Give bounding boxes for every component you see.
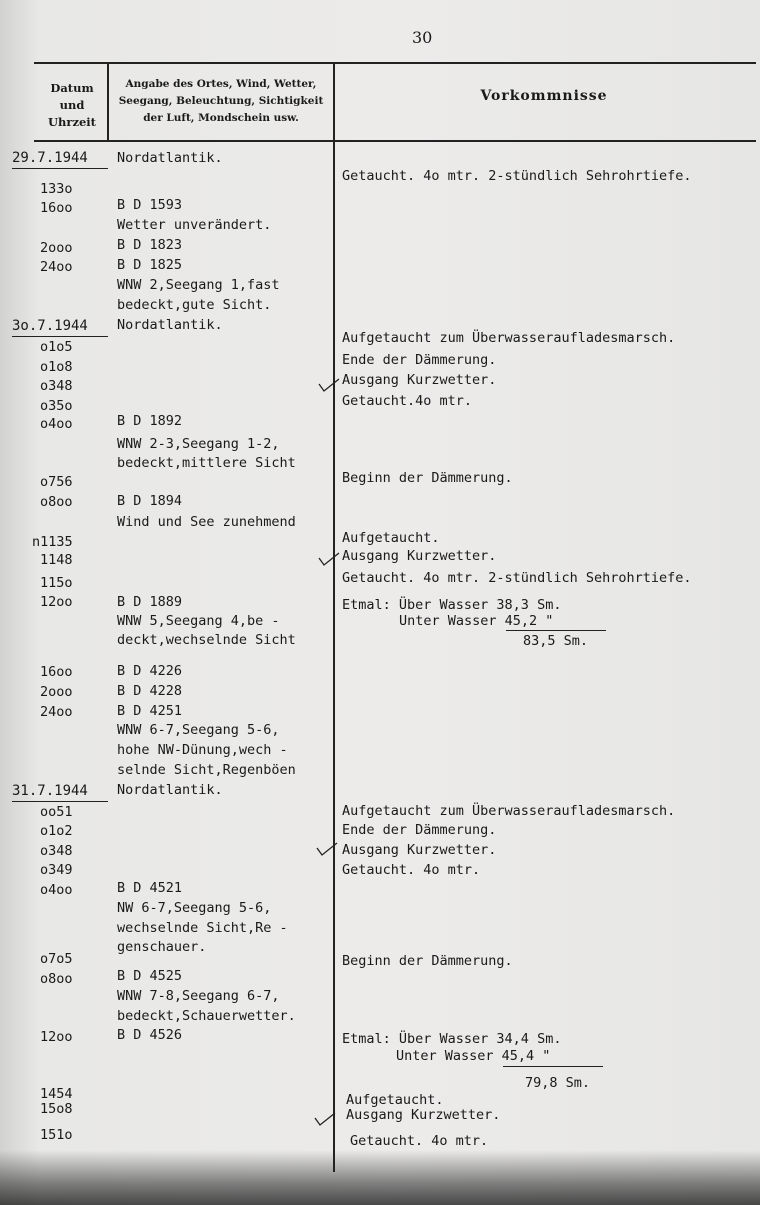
place-entry: bedeckt,mittlere Sicht xyxy=(117,455,296,471)
page-number: 30 xyxy=(412,28,433,47)
time-entry: 2ooo xyxy=(40,240,73,256)
place-entry: WNW 6-7,Seegang 5-6, xyxy=(117,722,280,738)
place-entry: B D 1892 xyxy=(117,413,183,429)
place-entry: wechselnde Sicht,Re - xyxy=(117,920,288,936)
time-entry: 151o xyxy=(40,1127,73,1143)
place-entry: WNW 2,Seegang 1,fast xyxy=(117,277,280,293)
date-entry: 29.7.1944 xyxy=(12,150,88,166)
place-entry: Wind und See zunehmend xyxy=(117,514,296,530)
date-underline xyxy=(12,801,108,802)
checkmark-icon xyxy=(316,842,338,856)
place-entry: B D 1894 xyxy=(117,493,183,509)
time-entry: o348 xyxy=(40,843,73,859)
scan-shadow xyxy=(0,1150,760,1205)
header-vorkommnisse: Vorkommnisse xyxy=(480,88,608,104)
place-entry: WNW 5,Seegang 4,be - xyxy=(117,613,280,629)
time-entry: 1148 xyxy=(40,552,73,568)
event-entry: Getaucht. 4o mtr. xyxy=(350,1133,489,1149)
sum-rule xyxy=(506,630,606,631)
header-top-rule xyxy=(34,62,756,64)
time-entry: 24oo xyxy=(40,704,73,720)
event-entry: Aufgetaucht. xyxy=(342,530,440,546)
event-entry: Aufgetaucht zum Überwasseraufladesmarsch. xyxy=(342,330,676,346)
time-entry: oo51 xyxy=(40,804,73,820)
time-entry: o349 xyxy=(40,862,73,878)
place-entry: Wetter unverändert. xyxy=(117,217,272,233)
event-entry: Ausgang Kurzwetter. xyxy=(342,842,497,858)
place-entry: WNW 7-8,Seegang 6-7, xyxy=(117,988,280,1004)
event-entry: Getaucht.4o mtr. xyxy=(342,393,473,409)
event-entry: Etmal: Über Wasser 38,3 Sm. xyxy=(342,597,562,613)
sum-rule xyxy=(503,1066,603,1067)
time-entry: o756 xyxy=(40,474,73,490)
event-entry: 83,5 Sm. xyxy=(523,633,589,649)
event-entry: 79,8 Sm. xyxy=(525,1075,591,1091)
time-entry: 12oo xyxy=(40,1029,73,1045)
place-entry: genschauer. xyxy=(117,939,207,955)
checkmark-icon xyxy=(318,552,340,566)
place-entry: B D 1823 xyxy=(117,237,183,253)
time-entry: o4oo xyxy=(40,882,73,898)
place-entry: WNW 2-3,Seegang 1-2, xyxy=(117,436,280,452)
event-entry: Unter Wasser 45,2 " xyxy=(399,613,554,629)
time-entry: o348 xyxy=(40,378,73,394)
event-entry: Beginn der Dämmerung. xyxy=(342,953,513,969)
place-entry: hohe NW-Dünung,wech - xyxy=(117,742,288,758)
time-entry: o1o8 xyxy=(40,359,73,375)
place-entry: Nordatlantik. xyxy=(117,317,223,333)
place-entry: bedeckt,Schauerwetter. xyxy=(117,1008,296,1024)
time-entry: 2ooo xyxy=(40,684,73,700)
checkmark-icon xyxy=(318,378,340,392)
event-entry: Getaucht. 4o mtr. xyxy=(342,862,481,878)
event-entry: Unter Wasser 45,4 " xyxy=(396,1048,551,1064)
header-ort: Angabe des Ortes, Wind, Wetter, Seegang, Beleuchtung, Sichtigkeit der Luft, Mondschein usw. xyxy=(118,78,324,124)
event-entry: Ende der Dämmerung. xyxy=(342,822,497,838)
place-entry: Nordatlantik. xyxy=(117,782,223,798)
time-entry: o35o xyxy=(40,398,73,414)
header-datum: Datum und Uhrzeit xyxy=(48,81,96,129)
header-bottom-rule xyxy=(34,140,756,142)
place-entry: NW 6-7,Seegang 5-6, xyxy=(117,900,272,916)
place-entry: Nordatlantik. xyxy=(117,150,223,166)
place-entry: B D 4228 xyxy=(117,683,183,699)
place-entry: B D 4525 xyxy=(117,968,183,984)
place-entry: B D 1889 xyxy=(117,594,183,610)
date-entry: 3o.7.1944 xyxy=(12,318,88,334)
place-entry: B D 4526 xyxy=(117,1027,183,1043)
time-entry: 15o8 xyxy=(40,1101,73,1117)
event-entry: Etmal: Über Wasser 34,4 Sm. xyxy=(342,1031,562,1047)
place-entry: B D 4521 xyxy=(117,880,183,896)
place-entry: selnde Sicht,Regenböen xyxy=(117,762,296,778)
time-entry: 16oo xyxy=(40,664,73,680)
event-entry: Getaucht. 4o mtr. 2-stündlich Sehrohrtiefe. xyxy=(342,570,692,586)
column-divider-2 xyxy=(333,62,335,1172)
date-entry: 31.7.1944 xyxy=(12,783,88,799)
event-entry: Ausgang Kurzwetter. xyxy=(342,372,497,388)
place-entry: B D 4226 xyxy=(117,663,183,679)
time-entry: o8oo xyxy=(40,971,73,987)
place-entry: deckt,wechselnde Sicht xyxy=(117,632,296,648)
event-entry: Aufgetaucht zum Überwasseraufladesmarsch. xyxy=(342,803,676,819)
place-entry: B D 1593 xyxy=(117,197,183,213)
place-entry: B D 1825 xyxy=(117,257,183,273)
place-entry: B D 4251 xyxy=(117,703,183,719)
event-entry: Aufgetaucht. xyxy=(346,1092,444,1108)
time-entry: 115o xyxy=(40,575,73,591)
time-entry: 1454 xyxy=(40,1086,73,1102)
event-entry: Ausgang Kurzwetter. xyxy=(346,1107,501,1123)
event-entry: Getaucht. 4o mtr. 2-stündlich Sehrohrtiefe. xyxy=(342,168,692,184)
time-entry: o8oo xyxy=(40,494,73,510)
time-entry: o1o2 xyxy=(40,823,73,839)
time-entry: o7o5 xyxy=(40,951,73,967)
time-entry: 24oo xyxy=(40,259,73,275)
place-entry: bedeckt,gute Sicht. xyxy=(117,297,272,313)
time-entry: o4oo xyxy=(40,416,73,432)
time-entry: o1o5 xyxy=(40,339,73,355)
time-entry: 133o xyxy=(40,181,73,197)
date-underline xyxy=(12,168,108,169)
event-entry: Beginn der Dämmerung. xyxy=(342,470,513,486)
time-entry: 16oo xyxy=(40,200,73,216)
event-entry: Ausgang Kurzwetter. xyxy=(342,548,497,564)
time-entry: 12oo xyxy=(40,594,73,610)
event-entry: Ende der Dämmerung. xyxy=(342,352,497,368)
checkmark-icon xyxy=(314,1112,336,1126)
date-underline xyxy=(12,336,108,337)
time-entry: n1135 xyxy=(32,534,73,550)
